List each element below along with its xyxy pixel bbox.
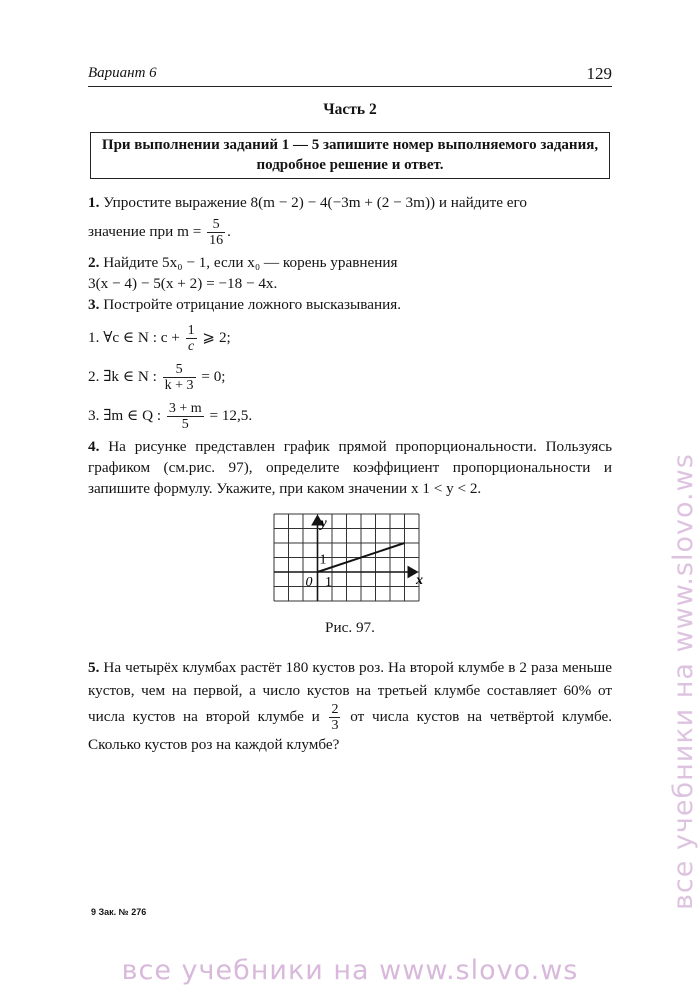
figure-97 <box>260 509 440 609</box>
figure-caption: Рис. 97. <box>325 619 375 636</box>
statement-2-left: 2. ∃k ∈ N : <box>88 367 157 385</box>
part-title: Часть 2 <box>323 101 377 118</box>
fraction-denominator: 16 <box>209 233 224 248</box>
fraction-numerator: 5 <box>207 217 225 233</box>
fraction-numerator: 2 <box>331 702 339 717</box>
x-axis-label: x <box>416 573 423 588</box>
statement-3-fraction <box>167 401 204 432</box>
task-3-number: 3. <box>88 296 100 313</box>
page-number: 129 <box>586 64 612 83</box>
task-3 <box>88 294 612 315</box>
statement-1-right: ⩾ 2; <box>202 328 231 346</box>
task-2-number: 2. <box>88 254 100 271</box>
task-5-number: 5. <box>88 659 100 676</box>
task-5-text-b: от числа кустов на четвёртой клумбе. Сколько кустов роз на каждой клумбе? <box>88 707 613 753</box>
instructions-box: При выполнении заданий 1 — 5 запишите номер выполняемого задания, подробное решение и ответ. <box>90 132 610 179</box>
task-1-text-c: . <box>227 222 231 240</box>
origin-label: 0 <box>305 575 313 590</box>
watermark-side: все учебники на www.slovo.ws <box>668 453 699 910</box>
task-5-fraction <box>329 702 340 733</box>
y-unit-label: 1 <box>319 552 327 568</box>
statement-1-fraction <box>186 323 197 354</box>
task-1-text-a: Упростите выражение 8(m − 2) − 4(−3m + (2 − 3m)) и найдите его <box>103 194 527 211</box>
task-4-text: На рисунке представлен график прямой пропорциональности. Пользуясь графиком (см.рис. 97), определите коэффициент пропорциональности и запишите формулу. Укажите, при каком значении x 1 < y < 2. <box>88 438 613 497</box>
statement-2-right: = 0; <box>201 367 226 385</box>
task-5 <box>88 656 612 756</box>
task-3-text: Постройте отрицание ложного высказывания. <box>103 296 401 313</box>
fraction-denominator: k + 3 <box>164 378 194 393</box>
task-3-statement-1 <box>88 323 612 354</box>
task-4 <box>88 436 612 499</box>
variant-title: Вариант 6 <box>88 65 157 81</box>
task-1-text-b: значение при m = <box>88 222 202 240</box>
task-2-equation: 3(x − 4) − 5(x + 2) = −18 − 4x. <box>88 275 278 292</box>
task-2-line-1: Найдите 5x₀ − 1, если x₀ — корень уравнения <box>103 254 398 271</box>
task-3-statement-3 <box>88 401 612 432</box>
page-body <box>88 62 612 756</box>
statement-2-fraction <box>163 362 196 393</box>
fraction-numerator: 3 + m <box>168 401 202 416</box>
task-4-number: 4. <box>88 438 100 455</box>
y-axis-label: y <box>320 516 327 531</box>
task-1 <box>88 192 612 213</box>
task-5-text-a: На четырёх клумбах растёт 180 кустов роз. На второй клумбе в 2 раза меньше кустов, чем на первой, а число кустов на третьей клумбе составляет 60% от числа кустов на второй клумбе и <box>88 659 612 725</box>
footer-note: 9 Зак. № 276 <box>91 907 147 917</box>
fraction-numerator: 1 <box>187 323 195 338</box>
proportionality-graph <box>260 509 440 609</box>
page-header <box>88 62 612 87</box>
fraction-numerator: 5 <box>163 362 196 378</box>
task-3-statement-2 <box>88 362 612 393</box>
statement-3-right: = 12,5. <box>209 406 253 424</box>
x-unit-label: 1 <box>325 575 332 590</box>
task-2 <box>88 252 612 273</box>
fraction-denominator: 3 <box>331 718 339 733</box>
task-1-number: 1. <box>88 194 100 211</box>
task-1-fraction <box>207 217 225 248</box>
statement-1-left: 1. ∀c ∈ N : c + <box>88 328 180 346</box>
grid <box>274 514 419 601</box>
fraction-denominator: 5 <box>181 417 189 432</box>
task-1-line-2 <box>88 217 612 248</box>
statement-3-left: 3. ∃m ∈ Q : <box>88 406 162 424</box>
watermark-bottom: все учебники на www.slovo.ws <box>121 955 579 986</box>
fraction-denominator: c <box>188 339 195 354</box>
